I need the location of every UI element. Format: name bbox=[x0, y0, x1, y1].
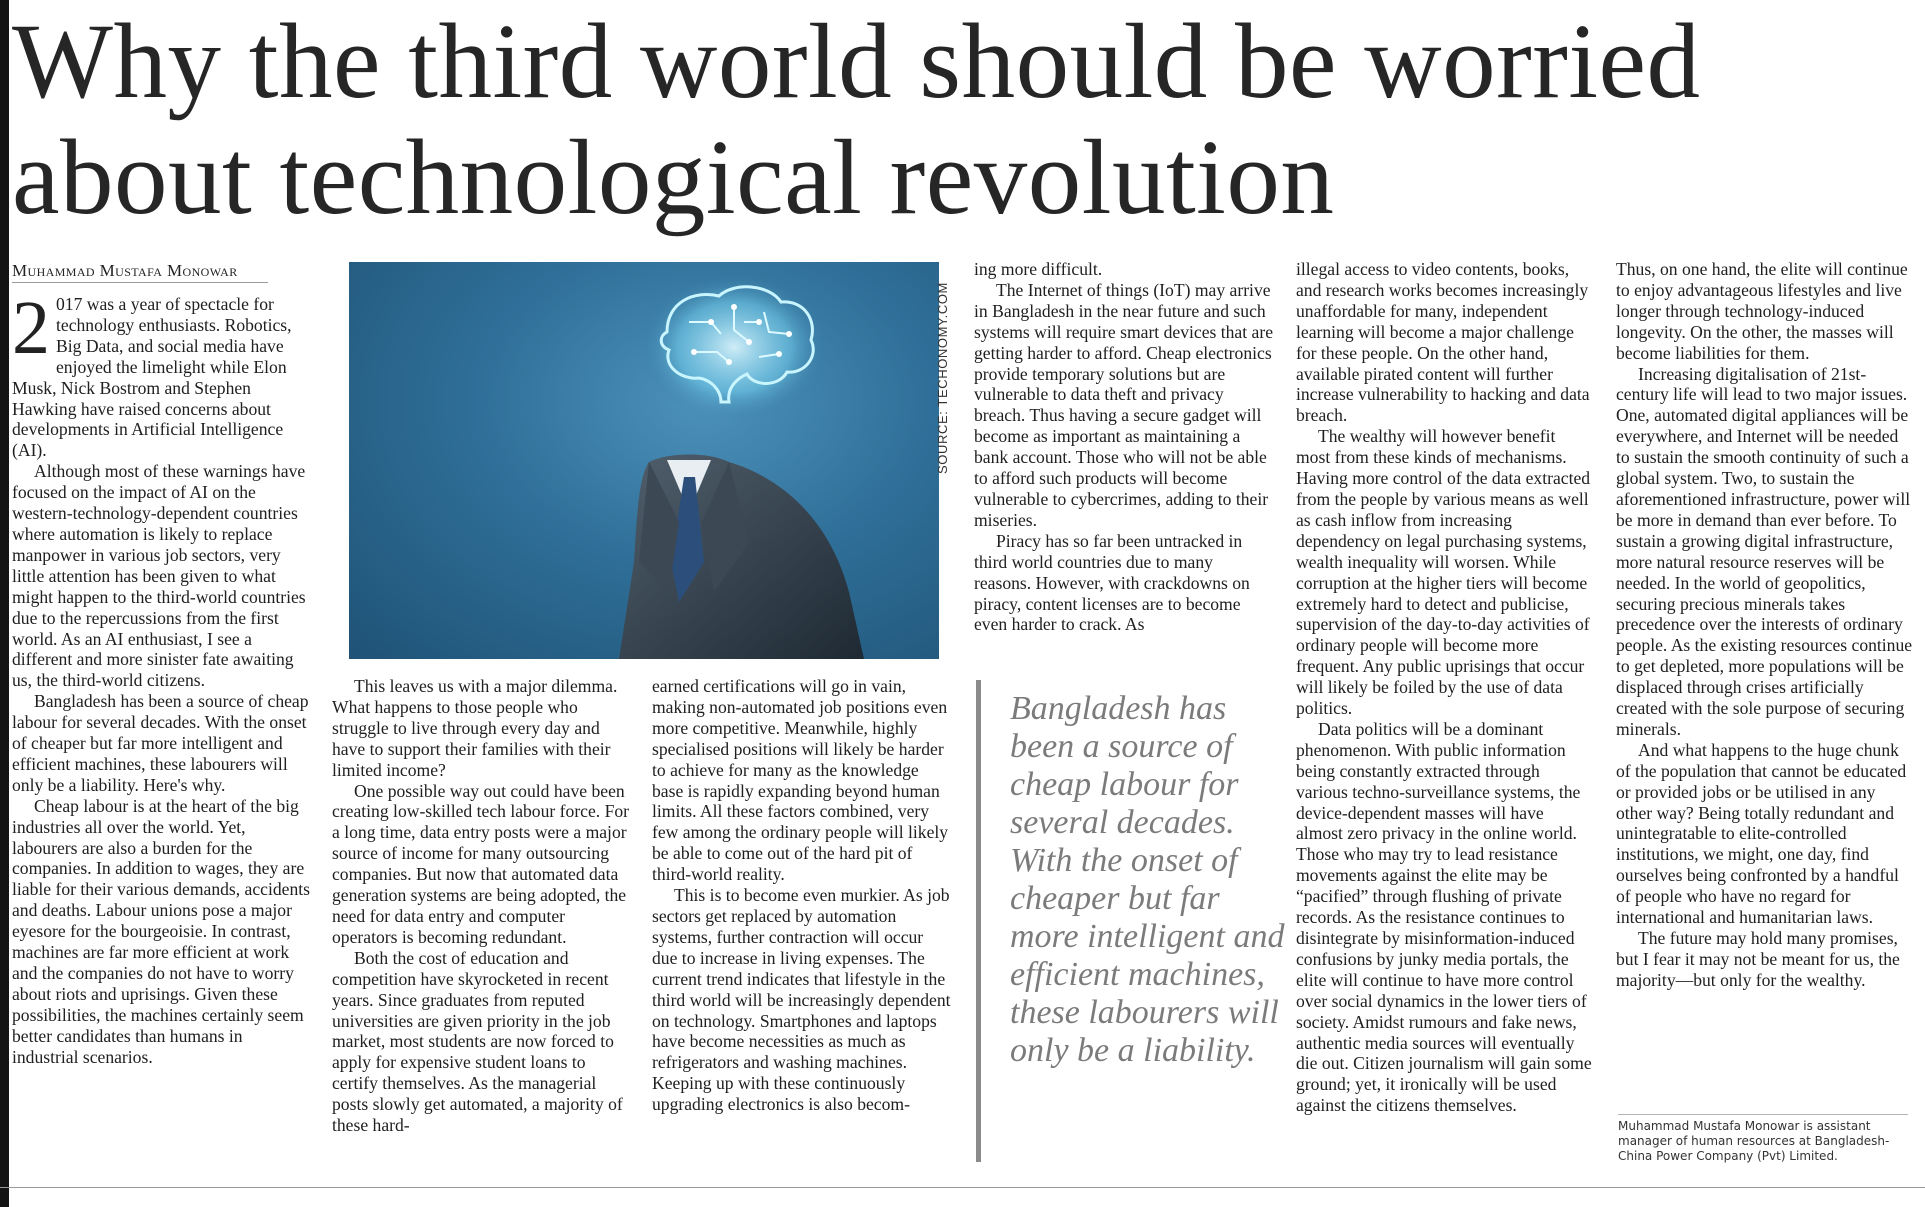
col6-paragraph-4: The future may hold many promises, but I fear it may not be meant for us, the majority—but only for the wealthy. bbox=[1616, 928, 1900, 990]
byline: Muhammad Mustafa Monowar bbox=[12, 262, 268, 283]
col1-paragraph-4: Cheap labour is at the heart of the big industries all over the world. Yet, labourers are also a burden for the companies. In addition to wages, they are liable for their various demands, accidents and deaths. Labour unions pose a major eyesore for the bourgeoisie. In contrast, machines are far more efficient at work and the companies do not have to worry about riots and uprisings. Given these possibilities, the machines certainly seem better candidates than humans in industrial scenarios. bbox=[12, 795, 311, 1067]
col5-paragraph-3: Data politics will be a dominant phenomenon. With public information being constantly extracted through various techno-surveillance systems, the device-dependent masses will have almost zero privacy in the online world. Those who may try to lead resistance movements against the elite may be “pacified” through flushing of private records. As the resistance continues to disintegrate by misinformation-induced confusions by junky media portals, the elite will continue to have more control over social dynamics in the lower tiers of society. Amidst rumours and fake news, authentic media sources will eventually die out. Citizen journalism will gain some ground; yet, it ironically will be used against the citizens themselves. bbox=[1296, 718, 1592, 1116]
col4-paragraph-2: The Internet of things (IoT) may arrive in Bangladesh in the near future and such systems will require smart devices that are getting harder to afford. Cheap electronics provide temporary solutions but are vulnerable to data theft and privacy breach. Thus having a secure gadget will become as important as maintaining a bank account. Those who will not be able to afford such products will become vulnerable to cybercrimes, adding to their miseries. bbox=[974, 279, 1273, 530]
col2-paragraph-1: This leaves us with a major dilemma. What happens to those people who struggle to live through every day and have to support their families with their limited income? bbox=[332, 676, 618, 780]
col4-paragraph-3: Piracy has so far been untracked in third world countries due to many reasons. However, with crackdowns on piracy, content licenses are to become even harder to crack. As bbox=[974, 530, 1250, 635]
col2-paragraph-3: Both the cost of education and competition have skyrocketed in recent years. Since graduates from reputed universities are given priority in the job market, most students are now forced to apply for expensive student loans to certify themselves. As the managerial posts slowly get automated, a majority of these hard- bbox=[332, 947, 623, 1136]
author-note: Muhammad Mustafa Monowar is assistant manager of human resources at Bangladesh-China Power Company (Pvt) Limited. bbox=[1618, 1114, 1908, 1164]
headless-suit-brain-illustration bbox=[349, 262, 939, 659]
bottom-rule bbox=[0, 1187, 1925, 1188]
suit-figure bbox=[619, 455, 864, 660]
drop-cap: 2 bbox=[12, 286, 50, 370]
article-photo bbox=[349, 262, 939, 659]
column-3 bbox=[652, 676, 952, 1115]
col6-paragraph-3: And what happens to the huge chunk of the population that cannot be educated or provided jobs or be utilised in any other way? Being totally redundant and unintegratable to elite-controlled institutions, we might, one day, find ourselves being confronted by a handful of people who have no regard for international and humanitarian laws. bbox=[1616, 739, 1907, 928]
col5-paragraph-1: illegal access to video contents, books, and research works becomes increasingly unaffordable for many, independent learning will become a major challenge for these people. On the other hand, available pirated content will further increase vulnerability to hacking and data breach. bbox=[1296, 259, 1590, 426]
col3-paragraph-1: earned certifications will go in vain, making non-automated job positions even more competitive. Meanwhile, highly specialised positions will likely be harder to achieve for many as the knowledge base is rapidly expanding beyond human limits. All these factors combined, very few among the ordinary people will likely be able to come out of the hard pit of third-world reality. bbox=[652, 676, 949, 885]
col3-paragraph-2: This is to become even murkier. As job sectors get replaced by automation systems, further contraction will occur due to increase in living expenses. The current trend indicates that lifestyle in the third world will be increasingly dependent on technology. Smartphones and laptops have become necessities as much as refrigerators and washing machines. Keeping up with these continuously upgrading electronics is also becom- bbox=[652, 885, 951, 1115]
pull-quote-bar bbox=[976, 680, 981, 1162]
col4-paragraph-1: ing more difficult. bbox=[974, 259, 1103, 279]
column-2 bbox=[332, 676, 630, 1136]
page-left-edge bbox=[0, 0, 9, 1207]
col1-paragraph-1: 2 017 was a year of spectacle for technology enthusiasts. Robotics, Big Data, and social media have enjoyed the limelight while Elon Musk, Nick Bostrom and Stephen Hawking have raised concerns about developments in Artificial Intelligence (AI). bbox=[12, 286, 292, 461]
column-1 bbox=[12, 286, 311, 1068]
column-5 bbox=[1296, 259, 1594, 1116]
col5-paragraph-2: The wealthy will however benefit most from these kinds of mechanisms. Having more control of the data extracted from the people by various means as well as cash inflow from increasing dependency on legal purchasing systems, wealth inequality will worsen. While corruption at the higher tiers will become extremely hard to detect and publicise, supervision of the day-to-day activities of ordinary people will become more frequent. Any public uprisings that occur will likely be foiled by the use of data politics. bbox=[1296, 426, 1591, 719]
headline: Why the third world should be worried about technological revolution bbox=[12, 3, 1701, 237]
pull-quote: Bangladesh has been a source of cheap labour for several decades. With the onset of cheaper but far more intelligent and efficient machines, these labourers will only be a liability. bbox=[1010, 690, 1285, 1069]
image-credit: SOURCE: TECHONOMY.COM bbox=[935, 282, 950, 474]
brain-icon bbox=[639, 272, 829, 422]
column-4 bbox=[974, 259, 1274, 635]
col1-paragraph-3: Bangladesh has been a source of cheap labour for several decades. With the onset of cheaper but far more intelligent and efficient machines, these labourers will only be a liability. Here's why. bbox=[12, 691, 309, 795]
column-6 bbox=[1616, 259, 1914, 991]
col2-paragraph-2: One possible way out could have been creating low-skilled tech labour force. For a long time, data entry posts were a major source of income for many outsourcing companies. But now that automated data generation systems are being adopted, the need for data entry and computer operators is becoming redundant. bbox=[332, 780, 630, 947]
col6-paragraph-1: Thus, on one hand, the elite will continue to enjoy advantageous lifestyles and live longer through technology-induced longevity. On the other, the masses will become liabilities for them. bbox=[1616, 259, 1908, 363]
col6-paragraph-2: Increasing digitalisation of 21st-century life will lead to two major issues. One, automated digital appliances will be everywhere, and Internet will be needed to sustain the smooth continuity of such a global system. Two, to sustain the aforementioned infrastructure, power will be more in demand than ever before. To sustain a growing digital infrastructure, more natural resource reserves will be needed. In the world of geopolitics, securing precious minerals takes precedence over the interests of ordinary people. As the existing resources continue to get depleted, more populations will be displaced through crises artificially created with the sole purpose of securing minerals. bbox=[1616, 363, 1913, 739]
col1-paragraph-2: Although most of these warnings have focused on the impact of AI on the western-technology-dependent countries where automation is likely to replace manpower in various job sectors, very little attention has been given to what might happen to the third-world countries due to the repercussions from the first world. As an AI enthusiast, I see a different and more sinister fate awaiting us, the third-world citizens. bbox=[12, 461, 306, 691]
